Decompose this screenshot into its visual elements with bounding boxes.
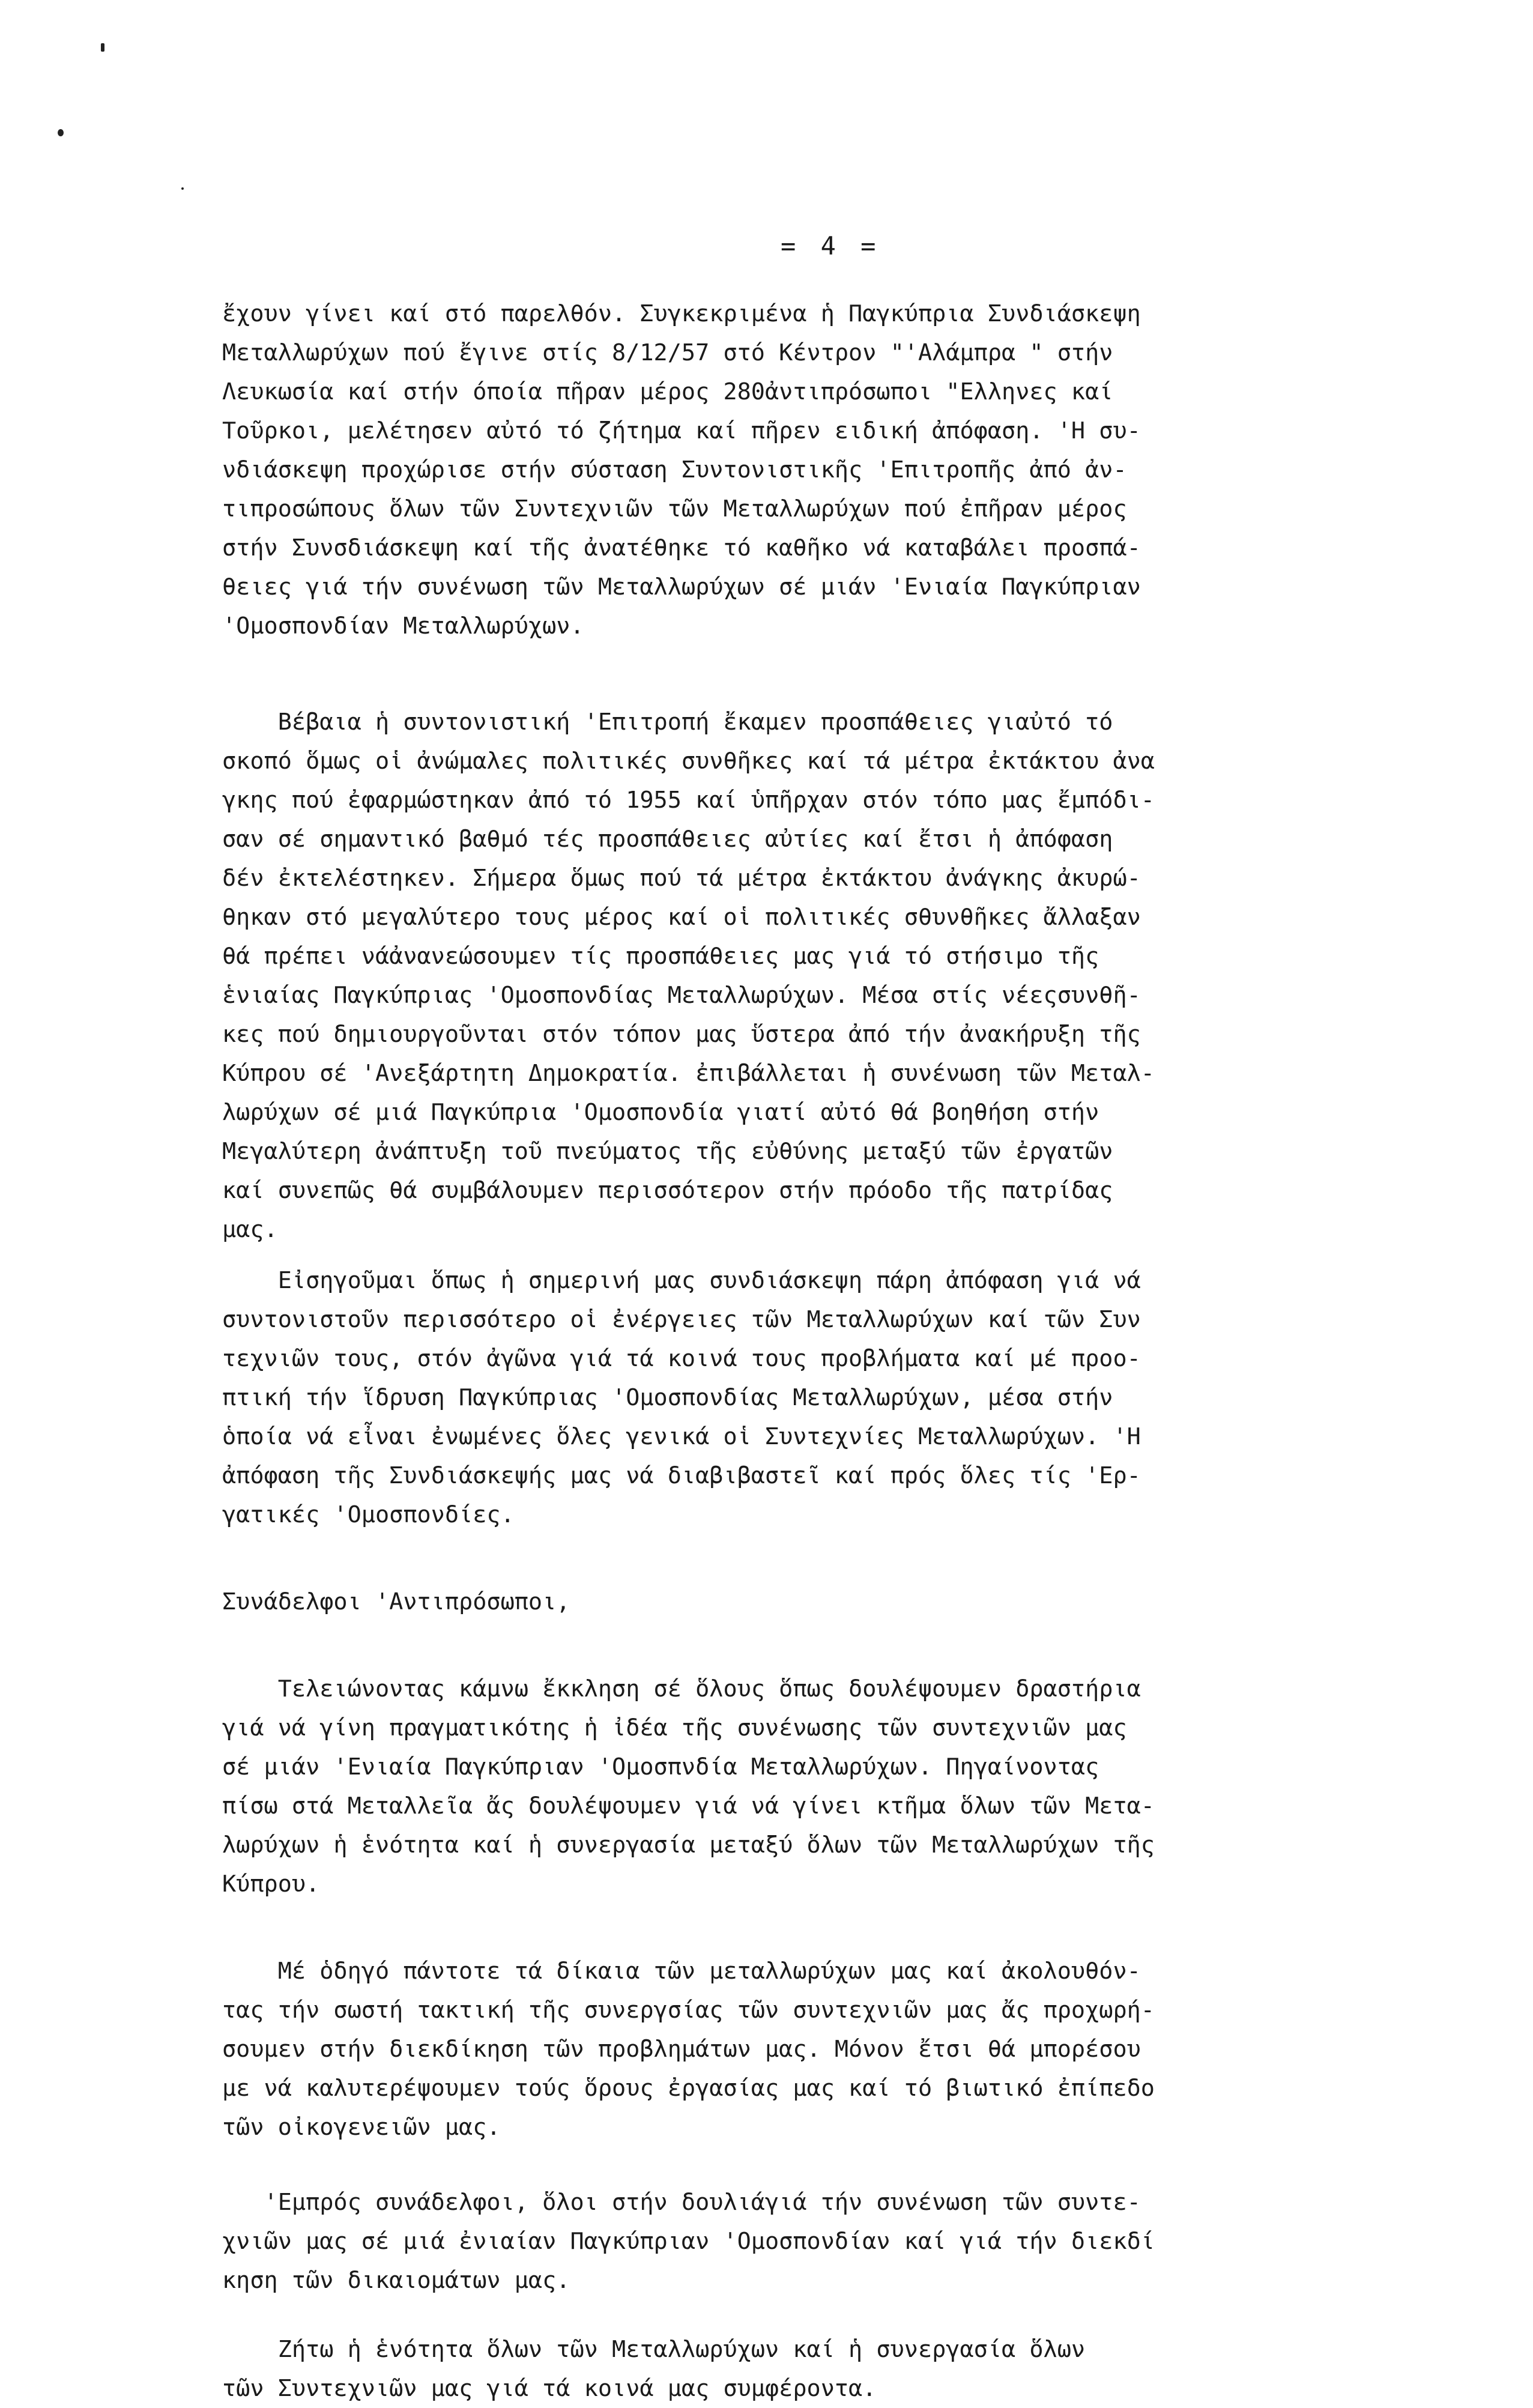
text-line: ἀπόφαση τῆς Συνδιάσκεψής μας νά διαβιβαστεῖ καί πρός ὅλες τίς 'Ερ-: [222, 1462, 1141, 1489]
text-line: γκης πού ἐφαρμώστηκαν ἀπό τό 1955 καί ὑπῆρχαν στόν τόπο μας ἔμπόδι-: [222, 787, 1155, 814]
scan-speck: [181, 187, 184, 190]
text-line: κηση τῶν δικαιομάτων μας.: [222, 2267, 570, 2294]
paragraph-6: [222, 2183, 1471, 2300]
text-line: καί συνεπῶς θά συμβάλουμεν περισσότερον στήν πρόοδο τῆς πατρίδας: [222, 1177, 1113, 1204]
letter-body: [222, 294, 1471, 2408]
text-line: ἑνιαίας Παγκύπριας 'Ομοσπονδίας Μεταλλωρύχων. Μέσα στίς νέεςσυνθῆ-: [222, 982, 1141, 1009]
text-line: γιά νά γίνη πραγματικότης ἡ ἰδέα τῆς συνένωσης τῶν συντεχνιῶν μας: [222, 1714, 1127, 1741]
text-line: Λευκωσία καί στήν όποία πῆραν μέρος 280ἀντιπρόσωποι "Ελληνες καί: [222, 378, 1113, 405]
text-line: Τελειώνοντας κάμνω ἔκκληση σέ ὅλους ὅπως δουλέψουμεν δραστήρια: [222, 1675, 1141, 1702]
text-line: σέ μιάν 'Ενιαία Παγκύπριαν 'Ομοσπνδία Μεταλλωρύχων. Πηγαίνοντας: [222, 1753, 1099, 1780]
closing-paragraph: [222, 2330, 1471, 2408]
text-line: 'Ομοσπονδίαν Μεταλλωρύχων.: [222, 613, 584, 640]
page-number: = 4 =: [781, 231, 881, 261]
scan-speck: [101, 43, 104, 52]
paragraph-1: [222, 294, 1471, 646]
text-line: σαν σέ σημαντικό βαθμό τές προσπάθειες αὐτίες καί ἔτσι ἡ ἀπόφαση: [222, 826, 1113, 853]
text-line: τας τήν σωστή τακτική τῆς συνεργσίας τῶν συντεχνιῶν μας ἄς προχωρή-: [222, 1997, 1155, 2024]
text-line: δέν ἐκτελέστηκεν. Σήμερα ὅμως πού τά μέτρα ἐκτάκτου ἀνάγκης ἀκυρώ-: [222, 865, 1141, 892]
paragraph-4: [222, 1669, 1471, 1904]
text-line: Μεγαλύτερη ἀνάπτυξη τοῦ πνεύματος τῆς εὐθύνης μεταξύ τῶν ἐργατῶν: [222, 1138, 1113, 1165]
text-line: γατικές 'Ομοσπονδίες.: [222, 1501, 515, 1528]
text-line: με νά καλυτερέψουμεν τούς ὅρους ἐργασίας μας καί τό βιωτικό ἐπίπεδο: [222, 2075, 1155, 2102]
text-line: Κύπρου σέ 'Ανεξάρτητη Δημοκρατία. ἐπιβάλλεται ἡ συνένωση τῶν Μεταλ-: [222, 1060, 1155, 1087]
scan-speck: [58, 129, 64, 136]
text-line: 'Εμπρός συνάδελφοι, ὅλοι στήν δουλιάγιά τήν συνένωση τῶν συντε-: [222, 2189, 1141, 2216]
text-line: τῶν Συντεχνιῶν μας γιά τά κοινά μας συμφέροντα.: [222, 2375, 877, 2402]
text-line: χνιῶν μας σέ μιά ἐνιαίαν Παγκύπριαν 'Ομοσπονδίαν καί γιά τήν διεκδί: [222, 2228, 1155, 2255]
text-line: θειες γιά τήν συνένωση τῶν Μεταλλωρύχων σέ μιάν 'Ενιαία Παγκύπριαν: [222, 573, 1141, 600]
text-line: τιπροσώπους ὅλων τῶν Συντεχνιῶν τῶν Μεταλλωρύχων πού ἐπῆραν μέρος: [222, 495, 1127, 522]
text-line: τεχνιῶν τους, στόν ἀγῶνα γιά τά κοινά τους προβλήματα καί μέ προο-: [222, 1345, 1141, 1372]
paragraph-2: [222, 703, 1471, 1249]
paragraph-3: [222, 1261, 1471, 1534]
text-line: ἔχουν γίνει καί στό παρελθόν. Συγκεκριμένα ἡ Παγκύπρια Συνδιάσκεψη: [222, 300, 1141, 327]
salutation: [222, 1582, 1471, 1621]
text-line: σκοπό ὅμως οἱ ἀνώμαλες πολιτικές συνθῆκες καί τά μέτρα ἐκτάκτου ἀνα: [222, 748, 1155, 775]
text-line: Βέβαια ἡ συντονιστική 'Επιτροπή ἔκαμεν προσπάθειες γιαὐτό τό: [222, 709, 1113, 736]
text-line: Μέ ὁδηγό πάντοτε τά δίκαια τῶν μεταλλωρύχων μας καί ἀκολουθόν-: [222, 1958, 1141, 1985]
text-line: λωρύχων ἡ ἑνότητα καί ἡ συνεργασία μεταξύ ὅλων τῶν Μεταλλωρύχων τῆς: [222, 1832, 1155, 1859]
text-line: θηκαν στό μεγαλύτερο τους μέρος καί οἱ πολιτικές σθυνθῆκες ἄλλαξαν: [222, 904, 1141, 931]
text-line: στήν Συνσδιάσκεψη καί τῆς ἀνατέθηκε τό καθῆκο νά καταβάλει προσπά-: [222, 534, 1141, 561]
text-line: Τοῦρκοι, μελέτησεν αὐτό τό ζήτημα καί πῆρεν ειδική ἀπόφαση. 'Η συ-: [222, 417, 1141, 444]
paragraph-5: [222, 1952, 1471, 2147]
text-line: ὁποία νά εἶναι ἐνωμένες ὅλες γενικά οἱ Συντεχνίες Μεταλλωρύχων. 'Η: [222, 1423, 1141, 1450]
text-line: λωρύχων σέ μιά Παγκύπρια 'Ομοσπονδία γιατί αὐτό θά βοηθήση στήν: [222, 1099, 1099, 1126]
text-line: πίσω στά Μεταλλεῖα ἄς δουλέψουμεν γιά νά γίνει κτῆμα ὅλων τῶν Μετα-: [222, 1792, 1155, 1820]
text-line: σουμεν στήν διεκδίκηση τῶν προβλημάτων μας. Μόνον ἔτσι θά μπορέσου: [222, 2036, 1141, 2063]
text-line: θά πρέπει νάἀνανεώσουμεν τίς προσπάθειες μας γιά τό στήσιμο τῆς: [222, 943, 1099, 970]
text-line: Συνάδελφοι 'Αντιπρόσωποι,: [222, 1588, 570, 1615]
text-line: Εἰσηγοῦμαι ὅπως ἡ σημερινή μας συνδιάσκεψη πάρη ἀπόφαση γιά νά: [222, 1267, 1141, 1294]
text-line: κες πού δημιουργοῦνται στόν τόπον μας ὕστερα ἀπό τήν ἀνακήρυξη τῆς: [222, 1021, 1141, 1048]
text-line: Μεταλλωρύχων πού ἔγινε στίς 8/12/57 στό Κέντρον "'Αλάμπρα " στήν: [222, 339, 1113, 366]
text-line: Ζήτω ἡ ἑνότητα ὅλων τῶν Μεταλλωρύχων καί ἡ συνεργασία ὅλων: [222, 2336, 1086, 2363]
text-line: πτική τήν ἵδρυση Παγκύπριας 'Ομοσπονδίας Μεταλλωρύχων, μέσα στήν: [222, 1384, 1113, 1411]
text-line: συντονιστοῦν περισσότερο οἱ ἐνέργειες τῶν Μεταλλωρύχων καί τῶν Συν: [222, 1306, 1141, 1333]
text-line: νδιάσκεψη προχώρισε στήν σύσταση Συντονιστικῆς 'Επιτροπῆς ἀπό ἀν-: [222, 456, 1127, 483]
text-line: Κύπρου.: [222, 1871, 320, 1898]
text-line: τῶν οἰκογενειῶν μας.: [222, 2114, 501, 2141]
text-line: μας.: [222, 1216, 278, 1243]
